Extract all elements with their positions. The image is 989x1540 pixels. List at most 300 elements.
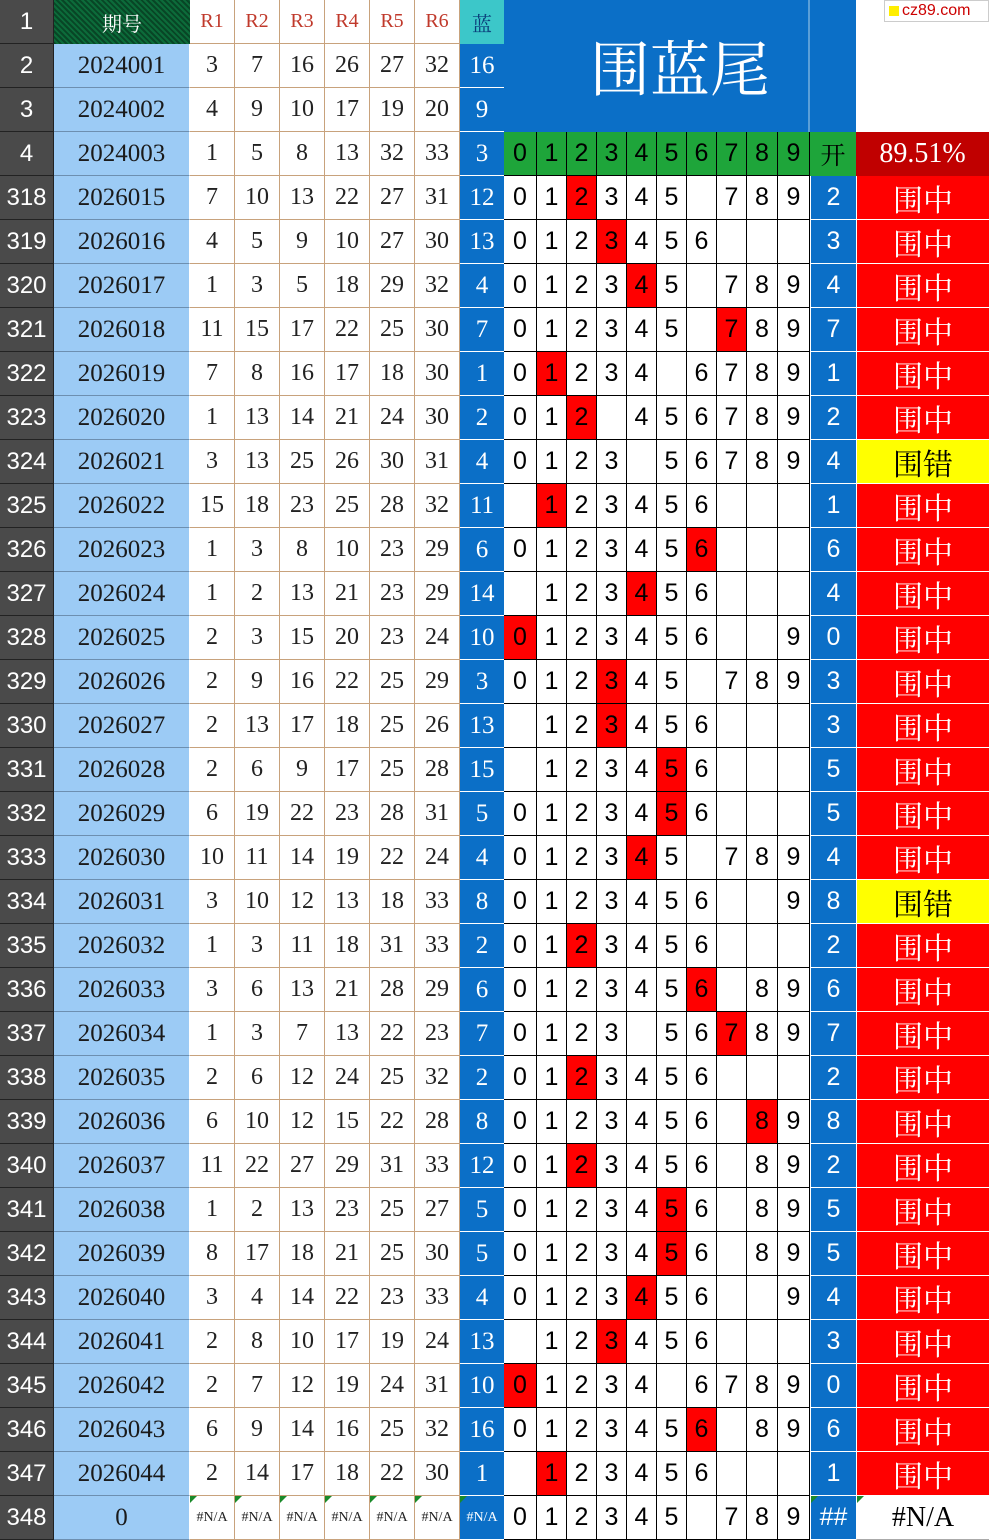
- row-number[interactable]: 344: [0, 1320, 54, 1364]
- digit-cell[interactable]: 6: [687, 1232, 717, 1276]
- digit-cell[interactable]: [717, 748, 747, 792]
- digit-cell[interactable]: [747, 880, 778, 924]
- blue-ball-cell[interactable]: 13: [460, 220, 504, 264]
- digit-cell[interactable]: 0: [504, 880, 537, 924]
- red-ball-cell[interactable]: 23: [325, 1188, 370, 1232]
- digit-cell[interactable]: 6: [687, 1012, 717, 1056]
- result-hit[interactable]: 围中: [856, 220, 989, 264]
- digit-cell[interactable]: 1: [537, 1056, 567, 1100]
- digit-cell[interactable]: 3: [597, 308, 627, 352]
- digit-cell[interactable]: 5: [657, 396, 687, 440]
- digit-cell[interactable]: [778, 1056, 810, 1100]
- digit-cell[interactable]: [717, 968, 747, 1012]
- red-ball-cell[interactable]: 13: [235, 440, 280, 484]
- digit-cell[interactable]: [778, 484, 810, 528]
- red-ball-cell[interactable]: 30: [415, 396, 460, 440]
- period-cell[interactable]: 2026020: [54, 396, 190, 440]
- digit-cell[interactable]: [747, 1276, 778, 1320]
- red-ball-cell[interactable]: 14: [280, 1408, 325, 1452]
- digit-cell[interactable]: 6: [687, 1056, 717, 1100]
- digit-cell[interactable]: 7: [717, 660, 747, 704]
- digit-cell[interactable]: 7: [717, 352, 747, 396]
- red-ball-cell[interactable]: 25: [370, 660, 415, 704]
- red-ball-cell[interactable]: 6: [190, 1100, 235, 1144]
- digit-cell[interactable]: 1: [537, 1408, 567, 1452]
- digit-cell[interactable]: 5: [657, 924, 687, 968]
- red-ball-cell[interactable]: 17: [325, 352, 370, 396]
- red-ball-cell[interactable]: 20: [325, 616, 370, 660]
- digit-cell-hit[interactable]: 2: [567, 1144, 597, 1188]
- result-hit[interactable]: 围中: [856, 176, 989, 220]
- red-ball-cell[interactable]: 6: [190, 792, 235, 836]
- digit-cell[interactable]: 4: [627, 528, 657, 572]
- row-number[interactable]: 333: [0, 836, 54, 880]
- blue-ball-cell[interactable]: 5: [460, 1232, 504, 1276]
- digit-cell[interactable]: 1: [537, 1188, 567, 1232]
- digit-cell[interactable]: [778, 1320, 810, 1364]
- digit-cell[interactable]: 0: [504, 1496, 537, 1540]
- digit-cell[interactable]: 3: [597, 484, 627, 528]
- red-ball-cell[interactable]: 3: [190, 968, 235, 1012]
- blue-ball-cell[interactable]: 13: [460, 1320, 504, 1364]
- blue-tail-cell[interactable]: 7: [810, 308, 856, 352]
- digit-cell[interactable]: 5: [657, 1496, 687, 1540]
- result-hit[interactable]: 围中: [856, 396, 989, 440]
- result-hit[interactable]: 围中: [856, 748, 989, 792]
- digit-cell[interactable]: 9: [778, 264, 810, 308]
- blue-ball-cell[interactable]: 16: [460, 1408, 504, 1452]
- period-cell[interactable]: 2024003: [54, 132, 190, 176]
- digit-cell[interactable]: 8: [747, 836, 778, 880]
- blue-tail-cell[interactable]: 0: [810, 616, 856, 660]
- digit-cell[interactable]: 1: [537, 968, 567, 1012]
- blue-ball-cell[interactable]: 12: [460, 1144, 504, 1188]
- red-ball-cell[interactable]: 17: [280, 308, 325, 352]
- period-cell[interactable]: 2026034: [54, 1012, 190, 1056]
- digit-cell-hit[interactable]: 3: [597, 660, 627, 704]
- red-ball-cell[interactable]: 22: [325, 176, 370, 220]
- digit-cell[interactable]: 1: [537, 704, 567, 748]
- blue-tail-cell[interactable]: 2: [810, 924, 856, 968]
- red-ball-cell[interactable]: 30: [415, 308, 460, 352]
- result-hit[interactable]: 围中: [856, 924, 989, 968]
- red-ball-cell[interactable]: 25: [370, 1056, 415, 1100]
- red-ball-cell[interactable]: 23: [370, 572, 415, 616]
- digit-cell[interactable]: 5: [657, 1320, 687, 1364]
- digit-cell[interactable]: [717, 880, 747, 924]
- red-ball-cell[interactable]: 2: [190, 660, 235, 704]
- digit-header[interactable]: 9: [778, 132, 810, 176]
- digit-cell[interactable]: 2: [567, 1232, 597, 1276]
- red-ball-cell[interactable]: 17: [280, 704, 325, 748]
- row-number[interactable]: 342: [0, 1232, 54, 1276]
- blue-tail-cell[interactable]: 2: [810, 176, 856, 220]
- red-ball-cell[interactable]: 15: [325, 1100, 370, 1144]
- red-ball-cell[interactable]: 10: [235, 880, 280, 924]
- red-ball-cell[interactable]: 28: [370, 484, 415, 528]
- digit-cell[interactable]: 1: [537, 748, 567, 792]
- open-header[interactable]: 开: [810, 132, 856, 176]
- blue-tail-cell[interactable]: 2: [810, 1144, 856, 1188]
- digit-cell[interactable]: [717, 528, 747, 572]
- digit-cell[interactable]: 5: [657, 440, 687, 484]
- digit-cell[interactable]: 5: [657, 704, 687, 748]
- digit-cell[interactable]: 5: [657, 308, 687, 352]
- digit-cell[interactable]: 2: [567, 968, 597, 1012]
- period-cell[interactable]: 2026042: [54, 1364, 190, 1408]
- row-number[interactable]: 335: [0, 924, 54, 968]
- red-ball-cell[interactable]: 32: [415, 1408, 460, 1452]
- digit-cell[interactable]: 2: [567, 308, 597, 352]
- digit-cell[interactable]: 7: [717, 396, 747, 440]
- red-ball-cell[interactable]: 7: [235, 44, 280, 88]
- blue-tail-cell[interactable]: 1: [810, 352, 856, 396]
- red-ball-cell[interactable]: 3: [235, 528, 280, 572]
- digit-cell[interactable]: 5: [657, 264, 687, 308]
- digit-cell[interactable]: 9: [778, 880, 810, 924]
- result-hit[interactable]: 围中: [856, 1144, 989, 1188]
- digit-cell[interactable]: 0: [504, 1276, 537, 1320]
- row-number[interactable]: 327: [0, 572, 54, 616]
- red-ball-cell[interactable]: 22: [280, 792, 325, 836]
- digit-cell-hit[interactable]: 5: [657, 748, 687, 792]
- red-ball-cell[interactable]: 32: [415, 1056, 460, 1100]
- blue-tail-cell[interactable]: 2: [810, 1056, 856, 1100]
- digit-cell[interactable]: 2: [567, 572, 597, 616]
- red-ball-cell[interactable]: 12: [280, 880, 325, 924]
- red-ball-cell[interactable]: 4: [190, 88, 235, 132]
- result-hit[interactable]: 围中: [856, 616, 989, 660]
- blue-tail-cell[interactable]: 6: [810, 968, 856, 1012]
- digit-cell[interactable]: 0: [504, 1232, 537, 1276]
- blue-ball-cell[interactable]: 5: [460, 1188, 504, 1232]
- digit-cell[interactable]: 3: [597, 1276, 627, 1320]
- digit-cell[interactable]: 0: [504, 220, 537, 264]
- red-ball-cell-error[interactable]: #N/A: [415, 1496, 460, 1540]
- digit-cell[interactable]: 5: [657, 484, 687, 528]
- blue-tail-cell-overflow[interactable]: ##: [810, 1496, 856, 1540]
- digit-cell[interactable]: 6: [687, 1320, 717, 1364]
- digit-cell[interactable]: 6: [687, 1452, 717, 1496]
- red-ball-cell[interactable]: 9: [280, 748, 325, 792]
- red-ball-cell[interactable]: 29: [370, 264, 415, 308]
- red-ball-cell[interactable]: 23: [325, 792, 370, 836]
- blue-ball-cell[interactable]: 9: [460, 88, 504, 132]
- digit-cell[interactable]: 2: [567, 616, 597, 660]
- period-cell[interactable]: 2026019: [54, 352, 190, 396]
- red-ball-cell[interactable]: 22: [325, 1276, 370, 1320]
- digit-cell[interactable]: 5: [657, 968, 687, 1012]
- digit-cell-hit[interactable]: 0: [504, 616, 537, 660]
- red-ball-cell[interactable]: 31: [415, 176, 460, 220]
- digit-cell[interactable]: 1: [537, 176, 567, 220]
- digit-cell[interactable]: [717, 1232, 747, 1276]
- blue-ball-cell[interactable]: 5: [460, 792, 504, 836]
- digit-cell[interactable]: 2: [567, 1100, 597, 1144]
- digit-header[interactable]: 3: [597, 132, 627, 176]
- result-hit[interactable]: 围中: [856, 1364, 989, 1408]
- digit-cell[interactable]: 2: [567, 1276, 597, 1320]
- digit-cell[interactable]: 0: [504, 1144, 537, 1188]
- blue-ball-cell[interactable]: 6: [460, 528, 504, 572]
- period-cell[interactable]: 2026028: [54, 748, 190, 792]
- red-ball-cell[interactable]: 10: [280, 1320, 325, 1364]
- red-ball-cell[interactable]: 10: [325, 220, 370, 264]
- digit-cell[interactable]: [778, 924, 810, 968]
- digit-cell[interactable]: 9: [778, 1144, 810, 1188]
- blue-tail-cell[interactable]: 3: [810, 660, 856, 704]
- digit-cell[interactable]: [657, 1364, 687, 1408]
- blue-tail-cell[interactable]: 4: [810, 836, 856, 880]
- digit-cell[interactable]: [778, 528, 810, 572]
- digit-header[interactable]: 2: [567, 132, 597, 176]
- blue-ball-cell[interactable]: 10: [460, 1364, 504, 1408]
- digit-cell[interactable]: 7: [717, 440, 747, 484]
- red-ball-cell[interactable]: 13: [280, 176, 325, 220]
- digit-cell[interactable]: [778, 704, 810, 748]
- red-ball-cell[interactable]: 27: [370, 220, 415, 264]
- red-ball-cell[interactable]: 18: [325, 924, 370, 968]
- red-ball-cell[interactable]: 21: [325, 396, 370, 440]
- red-ball-header[interactable]: R6: [415, 0, 460, 44]
- digit-cell[interactable]: [747, 484, 778, 528]
- red-ball-cell[interactable]: 23: [370, 1276, 415, 1320]
- digit-cell[interactable]: 4: [627, 924, 657, 968]
- red-ball-cell[interactable]: 13: [325, 880, 370, 924]
- digit-cell[interactable]: 3: [597, 1408, 627, 1452]
- digit-cell[interactable]: 1: [537, 880, 567, 924]
- row-number[interactable]: 324: [0, 440, 54, 484]
- blue-ball-cell[interactable]: 12: [460, 176, 504, 220]
- digit-cell[interactable]: 5: [657, 1452, 687, 1496]
- digit-cell[interactable]: 9: [778, 1408, 810, 1452]
- red-ball-cell[interactable]: 10: [325, 528, 370, 572]
- digit-cell[interactable]: 1: [537, 792, 567, 836]
- red-ball-header[interactable]: R2: [235, 0, 280, 44]
- blue-tail-cell[interactable]: 4: [810, 572, 856, 616]
- digit-cell[interactable]: 8: [747, 660, 778, 704]
- digit-cell[interactable]: 2: [567, 1012, 597, 1056]
- digit-cell[interactable]: 2: [567, 660, 597, 704]
- digit-cell[interactable]: 3: [597, 352, 627, 396]
- digit-cell[interactable]: 0: [504, 968, 537, 1012]
- blue-tail-cell[interactable]: 5: [810, 1188, 856, 1232]
- digit-cell[interactable]: 0: [504, 1188, 537, 1232]
- digit-cell[interactable]: 1: [537, 616, 567, 660]
- row-number[interactable]: 321: [0, 308, 54, 352]
- digit-cell[interactable]: 0: [504, 1100, 537, 1144]
- digit-cell[interactable]: 4: [627, 1100, 657, 1144]
- digit-cell-hit[interactable]: 7: [717, 1012, 747, 1056]
- digit-cell[interactable]: [717, 1144, 747, 1188]
- red-ball-cell[interactable]: 9: [235, 660, 280, 704]
- period-cell[interactable]: 0: [54, 1496, 190, 1540]
- digit-cell[interactable]: 8: [747, 1408, 778, 1452]
- blue-ball-cell[interactable]: 2: [460, 924, 504, 968]
- red-ball-cell[interactable]: 5: [235, 132, 280, 176]
- digit-cell-hit[interactable]: 2: [567, 1056, 597, 1100]
- red-ball-cell[interactable]: 16: [280, 660, 325, 704]
- blue-ball-cell[interactable]: 6: [460, 968, 504, 1012]
- digit-cell[interactable]: 5: [657, 572, 687, 616]
- blue-tail-cell[interactable]: 3: [810, 220, 856, 264]
- red-ball-cell[interactable]: 7: [280, 1012, 325, 1056]
- digit-cell[interactable]: [717, 1276, 747, 1320]
- digit-cell[interactable]: 2: [567, 220, 597, 264]
- red-ball-cell[interactable]: 25: [370, 748, 415, 792]
- red-ball-cell[interactable]: 18: [235, 484, 280, 528]
- red-ball-cell[interactable]: 8: [190, 1232, 235, 1276]
- red-ball-cell-error[interactable]: #N/A: [280, 1496, 325, 1540]
- red-ball-cell[interactable]: 3: [235, 616, 280, 660]
- red-ball-cell[interactable]: 23: [370, 528, 415, 572]
- blue-ball-cell[interactable]: 3: [460, 132, 504, 176]
- digit-cell-hit[interactable]: 4: [627, 264, 657, 308]
- digit-cell[interactable]: 9: [778, 1188, 810, 1232]
- digit-cell[interactable]: 6: [687, 1100, 717, 1144]
- digit-cell[interactable]: 9: [778, 1496, 810, 1540]
- red-ball-cell[interactable]: 2: [190, 1320, 235, 1364]
- digit-cell[interactable]: 3: [597, 264, 627, 308]
- digit-cell[interactable]: 8: [747, 264, 778, 308]
- red-ball-cell[interactable]: 22: [325, 308, 370, 352]
- row-number[interactable]: 347: [0, 1452, 54, 1496]
- result-error[interactable]: #N/A: [856, 1496, 989, 1540]
- red-ball-cell[interactable]: 7: [235, 1364, 280, 1408]
- digit-cell[interactable]: 8: [747, 308, 778, 352]
- row-number[interactable]: 319: [0, 220, 54, 264]
- digit-cell-hit[interactable]: 3: [597, 704, 627, 748]
- digit-cell[interactable]: [717, 1188, 747, 1232]
- result-hit[interactable]: 围中: [856, 528, 989, 572]
- digit-cell[interactable]: 6: [687, 220, 717, 264]
- result-hit[interactable]: 围中: [856, 836, 989, 880]
- result-hit[interactable]: 围中: [856, 1188, 989, 1232]
- red-ball-cell[interactable]: 22: [325, 660, 370, 704]
- red-ball-cell[interactable]: 11: [190, 1144, 235, 1188]
- row-number[interactable]: 330: [0, 704, 54, 748]
- row-number[interactable]: 345: [0, 1364, 54, 1408]
- red-ball-cell[interactable]: 2: [235, 1188, 280, 1232]
- red-ball-cell[interactable]: 1: [190, 528, 235, 572]
- digit-cell[interactable]: [717, 1320, 747, 1364]
- red-ball-cell[interactable]: 22: [370, 1452, 415, 1496]
- red-ball-cell[interactable]: 9: [235, 1408, 280, 1452]
- digit-cell[interactable]: 5: [657, 1408, 687, 1452]
- digit-cell-hit[interactable]: 4: [627, 572, 657, 616]
- digit-cell[interactable]: [687, 308, 717, 352]
- digit-cell[interactable]: 0: [504, 176, 537, 220]
- red-ball-cell[interactable]: 23: [280, 484, 325, 528]
- blue-tail-cell[interactable]: 5: [810, 792, 856, 836]
- blue-ball-cell[interactable]: 16: [460, 44, 504, 88]
- period-cell[interactable]: 2026026: [54, 660, 190, 704]
- red-ball-cell[interactable]: 15: [190, 484, 235, 528]
- digit-cell[interactable]: [504, 484, 537, 528]
- red-ball-cell[interactable]: 17: [325, 748, 370, 792]
- digit-cell[interactable]: 0: [504, 1056, 537, 1100]
- digit-cell[interactable]: 7: [717, 176, 747, 220]
- digit-cell[interactable]: [717, 484, 747, 528]
- digit-cell[interactable]: [627, 440, 657, 484]
- digit-cell[interactable]: 1: [537, 572, 567, 616]
- red-ball-cell[interactable]: 13: [325, 132, 370, 176]
- red-ball-cell[interactable]: 13: [235, 396, 280, 440]
- digit-cell[interactable]: 6: [687, 572, 717, 616]
- digit-cell[interactable]: 5: [657, 660, 687, 704]
- digit-header[interactable]: 0: [504, 132, 537, 176]
- digit-cell[interactable]: 7: [717, 1496, 747, 1540]
- digit-cell[interactable]: 6: [687, 616, 717, 660]
- digit-cell[interactable]: 3: [597, 440, 627, 484]
- red-ball-cell[interactable]: 31: [415, 792, 460, 836]
- digit-cell[interactable]: 0: [504, 660, 537, 704]
- digit-cell[interactable]: 1: [537, 660, 567, 704]
- digit-cell[interactable]: [504, 1452, 537, 1496]
- row-number[interactable]: 2: [0, 44, 54, 88]
- result-miss[interactable]: 围错: [856, 880, 989, 924]
- digit-cell[interactable]: 9: [778, 396, 810, 440]
- digit-cell[interactable]: 3: [597, 748, 627, 792]
- red-ball-cell[interactable]: 24: [415, 1320, 460, 1364]
- digit-cell[interactable]: 8: [747, 1232, 778, 1276]
- digit-cell[interactable]: [747, 572, 778, 616]
- digit-cell[interactable]: [747, 616, 778, 660]
- digit-cell[interactable]: 4: [627, 176, 657, 220]
- digit-cell[interactable]: [747, 1320, 778, 1364]
- red-ball-cell[interactable]: 30: [415, 1452, 460, 1496]
- red-ball-cell[interactable]: 6: [190, 1408, 235, 1452]
- digit-cell[interactable]: 5: [657, 1144, 687, 1188]
- digit-cell[interactable]: 3: [597, 880, 627, 924]
- digit-cell[interactable]: 7: [717, 264, 747, 308]
- digit-cell-hit[interactable]: 4: [627, 1276, 657, 1320]
- digit-cell[interactable]: [717, 1452, 747, 1496]
- digit-cell[interactable]: [747, 1452, 778, 1496]
- digit-cell-hit[interactable]: 1: [537, 1452, 567, 1496]
- digit-cell-hit[interactable]: 2: [567, 924, 597, 968]
- row-number[interactable]: 320: [0, 264, 54, 308]
- red-ball-cell[interactable]: 19: [235, 792, 280, 836]
- blue-ball-cell[interactable]: 14: [460, 572, 504, 616]
- digit-cell[interactable]: 8: [747, 1144, 778, 1188]
- digit-cell[interactable]: 5: [657, 1100, 687, 1144]
- digit-cell-hit[interactable]: 7: [717, 308, 747, 352]
- digit-cell[interactable]: [717, 616, 747, 660]
- digit-cell[interactable]: 6: [687, 1364, 717, 1408]
- digit-cell[interactable]: 6: [687, 880, 717, 924]
- red-ball-cell[interactable]: 6: [235, 968, 280, 1012]
- digit-cell[interactable]: 0: [504, 836, 537, 880]
- red-ball-cell[interactable]: 6: [235, 1056, 280, 1100]
- digit-cell[interactable]: 7: [717, 1364, 747, 1408]
- row-number[interactable]: 318: [0, 176, 54, 220]
- digit-cell-hit[interactable]: 4: [627, 836, 657, 880]
- digit-cell[interactable]: [717, 1100, 747, 1144]
- digit-cell[interactable]: [687, 660, 717, 704]
- digit-cell[interactable]: 8: [747, 352, 778, 396]
- blue-ball-cell[interactable]: 10: [460, 616, 504, 660]
- digit-cell[interactable]: 3: [597, 1012, 627, 1056]
- red-ball-cell[interactable]: 31: [370, 924, 415, 968]
- row-number[interactable]: 346: [0, 1408, 54, 1452]
- result-hit[interactable]: 围中: [856, 1320, 989, 1364]
- digit-cell[interactable]: 2: [567, 748, 597, 792]
- digit-cell[interactable]: 6: [687, 1276, 717, 1320]
- digit-cell[interactable]: [747, 1056, 778, 1100]
- digit-cell[interactable]: [504, 704, 537, 748]
- red-ball-cell[interactable]: 33: [415, 880, 460, 924]
